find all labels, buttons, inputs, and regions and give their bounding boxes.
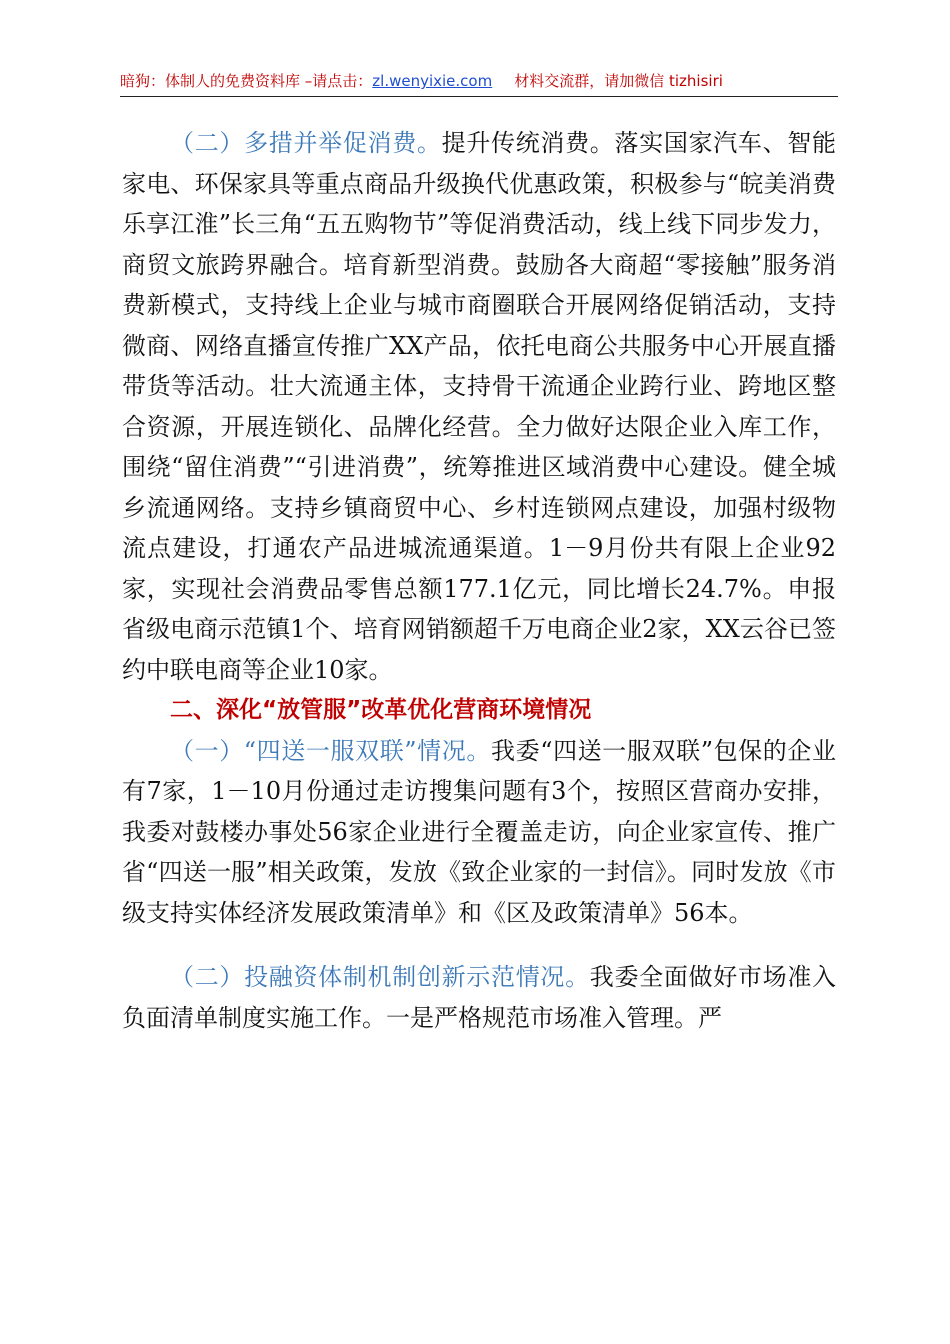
paragraph-text: 我委全面做好市场准入负面清单制度实施工作。一是严格规范市场准入管理。严 (122, 963, 837, 1032)
paragraph-text: 提升传统消费。落实国家汽车、智能家电、环保家具等重点商品升级换代优惠政策，积极参与“皖美消费乐享江淮”长三角“五五购物节”等促消费活动，线上线下同步发力，商贸文旅跨界融合。培育新型消费。鼓励各大商超“零接触”服务消费新模式，支持线上企业与城市商圈联合开展网络促销活动，支持微商、网络直播宣传推广XX产品，依托电商公共服务中心开展直播带货等活动。壮大流通主体，支持骨干流通企业跨行业、跨地区整合资源，开展连锁化、品牌化经营。全力做好达限企业入库工作，围绕“留住消费”“引进消费”，统筹推进区域消费中心建设。健全城乡流通网络。支持乡镇商贸中心、乡村连锁网点建设，加强村级物流点建设，打通农产品进城流通渠道。1－9月份共有限上企业92家，实现社会消费品零售总额177.1亿元，同比增长24.7%。申报省级电商示范镇1个、培育网销额超千万电商企业2家，XX云谷已签约中联电商等企业10家。 (122, 129, 837, 684)
paragraph-promote-consumption (122, 123, 836, 690)
header-link[interactable]: zl.wenyixie.com (372, 72, 493, 90)
header-wechat-note: 材料交流群，请加微信 tizhisiri (514, 72, 723, 90)
paragraph-four-send-one-service (122, 731, 836, 934)
paragraph-investment-financing (122, 957, 836, 1038)
page-header (120, 66, 838, 97)
document-body (122, 123, 836, 1038)
paragraph-text: 我委“四送一服双联”包保的企业有7家，1－10月份通过走访搜集问题有3个，按照区营商办安排，我委对鼓楼办事处56家企业进行全覆盖走访，向企业家宣传、推广省“四送一服”相关政策，发放《致企业家的一封信》。同时发放《市级支持实体经济发展政策清单》和《区及政策清单》56本。 (122, 736, 836, 927)
subheading-promote-consumption: （二）多措并举促消费。 (170, 129, 442, 157)
header-prefix: 暗狗：体制人的免费资料库 –请点击： (120, 72, 373, 90)
paragraph-gap (122, 933, 836, 957)
subheading-investment-financing: （二）投融资体制机制创新示范情况。 (170, 963, 590, 991)
subheading-four-send-one-service: （一）“四送一服双联”情况。 (170, 736, 491, 765)
section-title: 二、深化“放管服”改革优化营商环境情况 (170, 697, 592, 723)
